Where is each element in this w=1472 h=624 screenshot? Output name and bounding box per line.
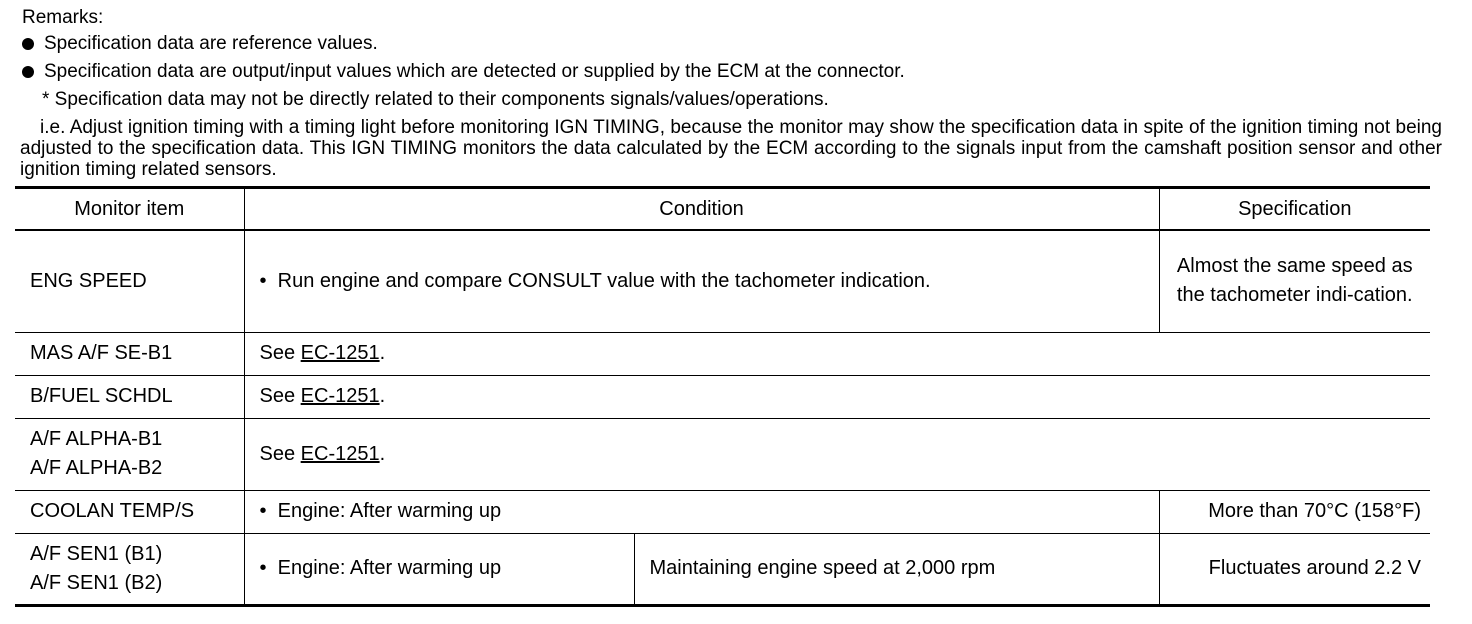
condition-cell [244, 332, 1430, 375]
header-condition: Condition [244, 188, 1159, 231]
condition-cell [244, 533, 634, 605]
table-row [15, 533, 1430, 605]
condition-text: Engine: After warming up [277, 500, 502, 522]
specification-cell: Almost the same speed as the tachometer indi-cation. [1159, 230, 1430, 332]
ec-1251-link[interactable]: EC-1251 [300, 385, 380, 407]
bullet-icon: • [259, 557, 267, 579]
monitor-item-line: A/F ALPHA-B1 [30, 428, 163, 450]
specification-cell: More than 70°C (158°F) [1159, 490, 1430, 533]
condition-cell [244, 230, 1159, 332]
monitor-item-line: A/F SEN1 (B1) [30, 542, 163, 565]
table-row [15, 418, 1430, 490]
monitor-table [15, 186, 1430, 607]
remarks-title: Remarks: [22, 7, 104, 28]
period-text: . [379, 442, 386, 465]
monitor-item-line: A/F ALPHA-B2 [30, 457, 163, 479]
period-text: . [379, 385, 386, 407]
ec-1251-link[interactable]: EC-1251 [300, 442, 380, 465]
remarks-section [22, 6, 1442, 180]
condition-detail-cell: Maintaining engine speed at 2,000 rpm [634, 533, 1159, 605]
condition-cell [244, 418, 1430, 490]
remark-bullet [22, 58, 1442, 86]
see-text: See [259, 385, 296, 407]
ec-1251-link[interactable]: EC-1251 [300, 342, 380, 364]
header-monitor-item: Monitor item [15, 188, 244, 231]
bullet-icon: • [259, 269, 267, 292]
condition-cell [244, 490, 1159, 533]
monitor-item-cell: MAS A/F SE-B1 [15, 332, 244, 375]
bullet-icon: • [259, 500, 267, 522]
monitor-item-cell: ENG SPEED [15, 230, 244, 332]
specification-cell: Fluctuates around 2.2 V [1159, 533, 1430, 605]
table-row [15, 490, 1430, 533]
monitor-item-cell [15, 533, 244, 605]
monitor-item-cell: B/FUEL SCHDL [15, 375, 244, 418]
remark-paragraph: i.e. Adjust ignition timing with a timing light before monitoring IGN TIMING, because the monitor may show the specification data in spite of the ignition timing not being adjusted to the specification data. This IGN TIMING monitors the data calculated by the ECM according to the signals input from the camshaft position sensor and other ignition timing related sensors. [20, 117, 1442, 180]
period-text: . [379, 342, 386, 364]
see-text: See [259, 342, 296, 364]
table-header-row [15, 188, 1430, 231]
monitor-item-cell [15, 418, 244, 490]
bullet-dot-icon [22, 66, 34, 78]
monitor-item-cell: COOLAN TEMP/S [15, 490, 244, 533]
table-row [15, 332, 1430, 375]
header-specification: Specification [1159, 188, 1430, 231]
remark-bullet [22, 30, 1442, 58]
remark-text: Specification data are reference values. [44, 33, 378, 54]
condition-text: Engine: After warming up [277, 557, 502, 579]
bullet-dot-icon [22, 38, 34, 50]
remark-text: Specification data are output/input values which are detected or supplied by the ECM at the connector. [44, 61, 905, 82]
see-text: See [259, 442, 296, 465]
table-row [15, 375, 1430, 418]
table-row [15, 230, 1430, 332]
condition-text: Run engine and compare CONSULT value with the tachometer indication. [277, 269, 931, 292]
monitor-item-line: A/F SEN1 (B2) [30, 571, 163, 594]
remark-note: * Specification data may not be directly related to their components signals/values/operations. [42, 89, 829, 110]
condition-cell [244, 375, 1430, 418]
